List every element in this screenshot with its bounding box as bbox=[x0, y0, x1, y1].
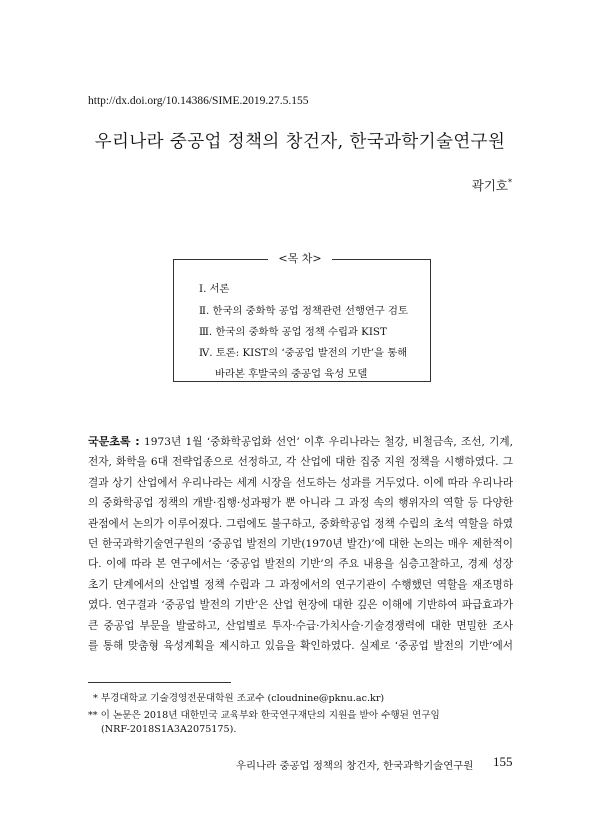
toc-box bbox=[173, 259, 431, 382]
abstract-line: 를 통해 맞춤형 육성계획을 제시하고 있음을 확인하였다. 실제로 ‘중공업 발전의 기반’에서 bbox=[88, 640, 513, 653]
abstract-label: 국문초록 : bbox=[88, 435, 140, 448]
footnote-rule bbox=[88, 682, 231, 683]
page-number: 155 bbox=[493, 754, 513, 769]
abstract-line-text: 1973년 1월 ‘중화학공업화 선언’ 이후 우리나라는 철강, 비철금속, 조선, 기계, bbox=[144, 436, 513, 448]
author bbox=[472, 176, 512, 194]
abstract-line bbox=[88, 432, 513, 452]
author-name: 곽기호 bbox=[471, 178, 508, 193]
abstract-line: 초기 단계에서의 산업별 정책 수립과 그 과정에서의 연구기관이 수행했던 역할을 재조명하 bbox=[88, 578, 513, 591]
toc-heading bbox=[0, 250, 600, 266]
abstract-line: 던 한국과학기술연구원의 ‘중공업 발전의 기반(1970년 발간)’에 대한 논의는 매우 제한적이 bbox=[88, 538, 513, 551]
doi-link[interactable]: http://dx.doi.org/10.14386/SIME.2019.27.5.155 bbox=[88, 95, 309, 107]
footnote-2: ** 이 논문은 2018년 대한민국 교육부와 한국연구재단의 지원을 받아 수행된 연구임 bbox=[88, 710, 440, 721]
paper-title: 우리나라 중공업 정책의 창건자, 한국과학기술연구원 bbox=[94, 132, 506, 152]
toc-item-1: Ⅰ. 서론 bbox=[199, 283, 230, 295]
abstract-line: 다. 이에 따라 본 연구에서는 ‘중공업 발전의 기반’의 주요 내용을 심층고찰하고, 경제 성장 bbox=[88, 558, 513, 571]
abstract-line: 전자, 화학을 6대 전략업종으로 선정하고, 각 산업에 대한 집중 지원 정책을 시행하였다. 그 bbox=[88, 456, 513, 469]
toc-heading-text: <목 차> bbox=[268, 252, 331, 265]
toc-item-4: Ⅳ. 토론: KIST의 ‘중공업 발전의 기반’을 통해 bbox=[199, 347, 408, 359]
abstract-line: 큰 중공업 부문을 발굴하고, 산업별로 투자·수급·가치사슬·기술경쟁력에 대한 면밀한 조사 bbox=[88, 619, 513, 632]
footnote-2-cont: (NRF-2018S1A3A2075175). bbox=[101, 724, 237, 735]
toc-item-4-cont: 바라본 후발국의 중공업 육성 모델 bbox=[215, 368, 368, 380]
abstract-line: 였다. 연구결과 ‘중공업 발전의 기반’은 산업 현장에 대한 깊은 이해에 기반하여 파급효과가 bbox=[88, 599, 513, 612]
abstract-line: 결과 상기 산업에서 우리나라는 세계 시장을 선도하는 성과를 거두었다. 이에 따라 우리나라 bbox=[88, 476, 513, 489]
running-footer: 우리나라 중공업 정책의 창건자, 한국과학기술연구원 bbox=[236, 760, 474, 772]
footnote-1: * 부경대학교 기술경영전문대학원 조교수 (cloudnine@pknu.ac.kr) bbox=[93, 693, 385, 704]
toc-item-3: Ⅲ. 한국의 중화학 공업 정책 수립과 KIST bbox=[199, 326, 387, 338]
toc-item-2: Ⅱ. 한국의 중화학 공업 정책관련 선행연구 검토 bbox=[199, 305, 408, 317]
abstract bbox=[88, 432, 513, 656]
author-footnote-mark: * bbox=[508, 177, 512, 187]
abstract-line: 의 중화학공업 정책의 개발·집행·성과평가 뿐 아니라 그 과정 속의 행위자의 역할 등 다양한 bbox=[88, 497, 513, 510]
abstract-line: 관점에서 논의가 이루어졌다. 그럼에도 불구하고, 중화학공업 정책 수립의 초석 역할을 하였 bbox=[88, 517, 513, 530]
